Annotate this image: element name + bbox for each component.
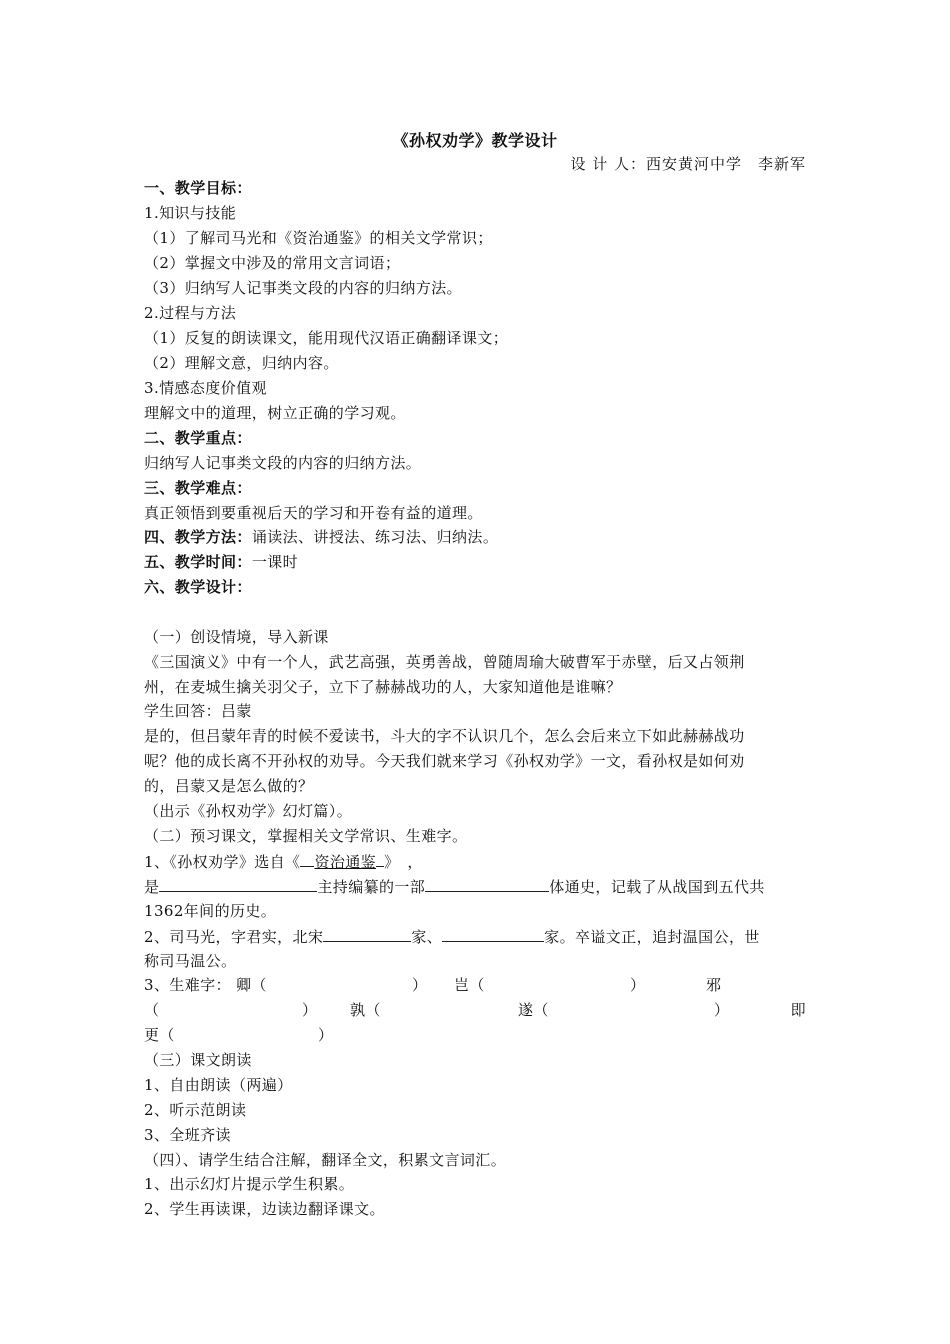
question-1 (144, 849, 806, 874)
question-1-answer: 资治通鉴 (314, 853, 377, 871)
knowledge-heading: 1.知识与技能 (144, 204, 237, 222)
author-line: 设 计 人：西安黄河中学 李新军 (570, 155, 806, 173)
process-item-1: （1）反复的朗读课文，能用现代汉语正确翻译课文； (144, 329, 509, 347)
time-text: 一课时 (251, 553, 299, 571)
question-2-middle: 家、 (411, 928, 443, 946)
step2-heading: （二）预习课文，掌握相关文学常识、生难字。 (144, 827, 468, 845)
emotion-heading: 3.情感态度价值观 (144, 379, 267, 397)
step1-paragraph-line: 《三国演义》中有一个人，武艺高强，英勇善战，曾随周瑜大破曹军于赤壁，后又占领荆 (144, 653, 745, 671)
bracket-close: ） (412, 976, 428, 994)
step4-heading: （四）、请学生结合注解，翻译全文，积累文言词汇。 (144, 1151, 507, 1169)
emotion-item-1: 理解文中的道理，树立正确的学习观。 (144, 404, 406, 422)
step3-item-2: 2、听示范朗读 (144, 1101, 247, 1119)
question-1-end: 1362年间的历史。 (144, 902, 277, 920)
question-2-prefix: 2、司马光，字君实，北宋 (144, 928, 324, 946)
question-1b-middle: 主持编纂的一部 (317, 878, 426, 896)
section-key-text: 归纳写人记事类文段的内容的归纳方法。 (144, 454, 422, 472)
bracket-close: ） (302, 1001, 318, 1019)
step1-student-answer: 学生回答：吕蒙 (144, 702, 252, 720)
question-1-prefix: 1、《孙权劝学》选自《 (144, 853, 301, 871)
section-goals-heading: 一、教学目标： (144, 179, 252, 197)
step3-heading: （三）课文朗读 (144, 1051, 252, 1069)
step1-paragraph-line: 呢？他的成长离不开孙权的劝导。今天我们就来学习《孙权劝学》一文，看孙权是如何劝 (144, 752, 745, 770)
bracket-close: ） (630, 976, 646, 994)
bracket-close: ） (318, 1026, 334, 1044)
section-difficulty-heading: 三、教学难点： (144, 479, 252, 497)
time-heading: 五、教学时间： (144, 553, 252, 571)
step3-item-1: 1、自由朗读（两遍） (144, 1076, 293, 1094)
document-title: 《孙权劝学》教学设计 (392, 131, 558, 150)
section-difficulty-text: 真正领悟到要重视后天的学习和开卷有益的道理。 (144, 504, 483, 522)
word-qi: 岂（ (454, 976, 485, 994)
section-design-heading: 六、教学设计： (144, 578, 252, 596)
section-method (144, 525, 806, 549)
step1-paragraph-line: 的，吕蒙又是怎么做的？ (144, 777, 314, 795)
method-heading: 四、教学方法： (144, 528, 252, 546)
question-1b-suffix: 体通史，记载了从战国到五代共 (549, 878, 765, 896)
word-ji: 即 (790, 1001, 806, 1019)
step1-paragraph-line: 州，在麦城生擒关羽父子，立下了赫赫战功的人，大家知道他是谁嘛？ (144, 678, 622, 696)
process-heading: 2.过程与方法 (144, 304, 237, 322)
blank-line (300, 849, 314, 867)
word-geng: 更（ (144, 1026, 175, 1044)
step1-heading: （一）创设情境，导入新课 (144, 628, 329, 646)
word-xie: 邪 (706, 976, 722, 994)
blank-line (323, 924, 411, 942)
step4-item-1: 1、出示幻灯片提示学生积累。 (144, 1175, 355, 1193)
word-sui: 遂（ (518, 1001, 549, 1019)
question-2-end: 称司马温公。 (144, 952, 237, 970)
question-2 (144, 924, 806, 949)
question-2-suffix: 家。卒谥文正，追封温国公，世 (544, 928, 760, 946)
bracket-close: ） (714, 1001, 730, 1019)
step1-paragraph-line: 是的，但吕蒙年青的时候不爱读书，斗大的字不认识几个，怎么会后来立下如此赫赫战功 (144, 727, 745, 745)
method-text: 诵读法、讲授法、练习法、归纳法。 (251, 528, 499, 546)
blank-line (159, 874, 317, 892)
step4-item-2: 2、学生再读课，边读边翻译课文。 (144, 1200, 385, 1218)
knowledge-item-3: （3）归纳写人记事类文段的内容的归纳方法。 (144, 279, 462, 297)
question-3-label: 3、生难字： (144, 976, 231, 994)
step1-slide-note: （出示《孙权劝学》幻灯篇）。 (144, 802, 353, 820)
knowledge-item-1: （1）了解司马光和《资治通鉴》的相关文学常识； (144, 229, 493, 247)
process-item-2: （2）理解文意，归纳内容。 (144, 354, 339, 372)
blank-line (376, 849, 384, 867)
section-time (144, 550, 806, 574)
bracket-open: （ (144, 1001, 160, 1019)
question-1-continued (144, 874, 806, 899)
word-qing: 卿（ (236, 976, 267, 994)
step3-item-3: 3、全班齐读 (144, 1126, 231, 1144)
question-1-suffix: 》 ， (384, 853, 423, 871)
blank-line (425, 874, 549, 892)
knowledge-item-2: （2）掌握文中涉及的常用文言词语； (144, 254, 401, 272)
word-shu: 孰（ (350, 1001, 381, 1019)
blank-line (442, 924, 544, 942)
question-1b-prefix: 是 (144, 878, 160, 896)
section-key-heading: 二、教学重点： (144, 429, 252, 447)
